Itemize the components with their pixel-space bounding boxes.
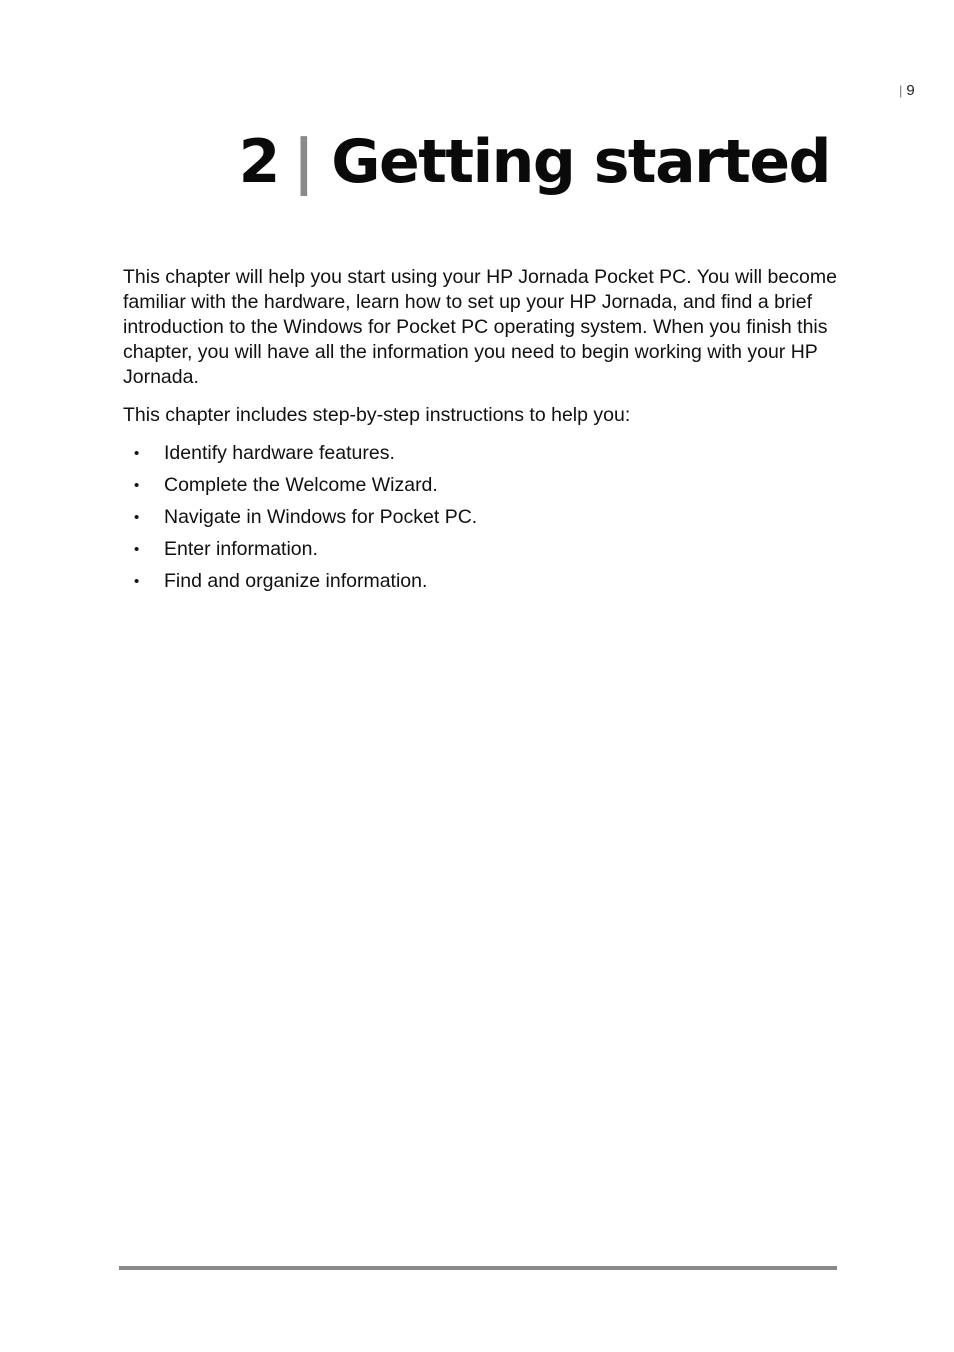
page-number-value: 9	[906, 82, 915, 99]
chapter-separator: |	[292, 127, 314, 197]
chapter-content	[123, 265, 843, 601]
instruction-list	[123, 441, 843, 594]
list-intro-paragraph: This chapter includes step-by-step instructions to help you:	[123, 404, 631, 426]
list-item	[123, 441, 843, 466]
bullet-icon: •	[134, 445, 140, 462]
chapter-number: 2	[238, 127, 279, 197]
list-item	[123, 473, 843, 498]
footer-rule	[119, 1266, 837, 1270]
chapter-heading	[239, 122, 830, 202]
chapter-title: Getting started	[331, 127, 830, 197]
list-item-text: Navigate in Windows for Pocket PC.	[164, 506, 478, 528]
intro-paragraph: This chapter will help you start using your HP Jornada Pocket PC. You will become familiar with the hardware, learn how to set up your HP Jornada, and find a brief introduction to the Windows for Pocket PC operating system. When you finish this chapter, you will have all the information you need to begin working with your HP Jornada.	[123, 266, 837, 388]
page-number-separator: |	[899, 83, 903, 98]
list-item	[123, 537, 843, 562]
list-item-text: Identify hardware features.	[164, 442, 395, 464]
list-item	[123, 505, 843, 530]
list-item-text: Enter information.	[164, 538, 318, 560]
list-item	[123, 569, 843, 594]
bullet-icon: •	[134, 509, 140, 526]
list-item-text: Complete the Welcome Wizard.	[164, 474, 438, 496]
list-item-text: Find and organize information.	[164, 570, 428, 592]
bullet-icon: •	[134, 477, 140, 494]
page-number	[899, 82, 915, 100]
bullet-icon: •	[134, 573, 140, 590]
bullet-icon: •	[134, 541, 140, 558]
